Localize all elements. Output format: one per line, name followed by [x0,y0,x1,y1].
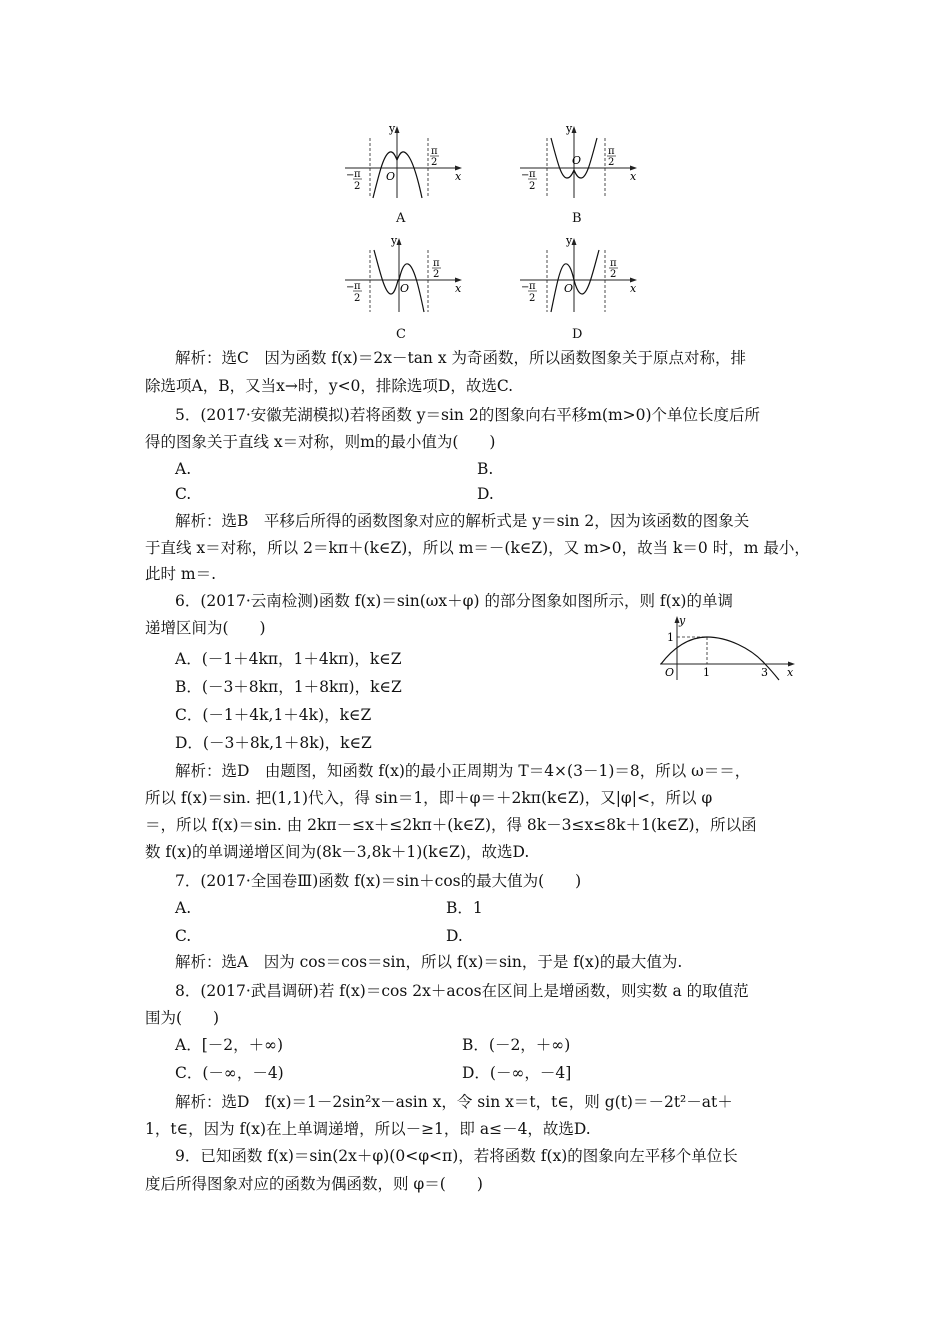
solution-7-line-1: 解析：选A 因为 cos＝cos＝sin，所以 f(x)＝sin，于是 f(x)的最大值为. [175,953,683,971]
solution-6-line-3: ＝，所以 f(x)＝sin. 由 2kπ－≤x＋≤2kπ＋(k∈Z)，得 8k－3≤x≤8k＋1(k∈Z)，所以函 [145,816,757,834]
question-8-option-c: C．(－∞，－4) [175,1064,284,1082]
x-label: x [630,170,637,183]
question-9-line-1: 9．已知函数 f(x)＝sin(2x＋φ)(0<φ<π)，若将函数 f(x)的图象向左平移个单位长 [175,1147,738,1165]
question-5-option-d: D. [477,485,494,503]
question-9-line-2: 度后所得图象对应的函数为偶函数，则 φ＝( ) [145,1175,483,1193]
question-7-line-1: 7．(2017·全国卷Ⅲ)函数 f(x)＝sin＋cos的最大值为( ) [175,872,582,890]
tick-3-x: 3 [761,666,768,679]
minus-label: − [521,282,530,293]
question-8-option-d: D．(－∞，－4] [462,1064,572,1082]
origin-label: O [400,282,410,295]
denom-label-neg: 2 [354,293,361,304]
denom-label: 2 [433,269,440,280]
figure-label-b: B [572,211,582,226]
pi-label: π [610,258,617,269]
question-7-option-b: B．1 [446,899,483,917]
origin-label: O [665,666,675,679]
y-label: y [566,122,573,135]
pi-label-neg: π [354,169,361,180]
minus-label: − [346,282,355,293]
question-6-option-d: D．(－3＋8k,1＋8k)，k∈Z [175,734,372,752]
denom-label-neg: 2 [529,181,536,192]
tick-1-y: 1 [667,631,674,644]
x-label: x [787,666,794,679]
solution-4-line-2: 除选项A，B，又当x→时，y<0，排除选项D，故选C. [145,377,514,395]
question-5-option-c: C. [175,485,192,503]
denom-label-neg: 2 [354,181,361,192]
origin-label: O [386,170,396,183]
x-label: x [455,170,462,183]
question-6-option-b: B．(－3＋8kπ，1＋8kπ)，k∈Z [175,678,402,696]
solution-8-line-2: 1，t∈，因为 f(x)在上单调递增，所以－≥1，即 a≤－4，故选D. [145,1120,591,1138]
question-8-option-b: B．(－2，＋∞) [462,1036,571,1054]
minus-label: − [346,170,355,181]
graph-d [515,232,640,317]
solution-4-line-1: 解析：选C 因为函数 f(x)＝2x－tan x 为奇函数，所以函数图象关于原点对称，排 [175,349,747,367]
graph-question-6 [655,612,800,682]
pi-label: π [608,146,615,157]
graph-a [340,120,465,200]
solution-6-line-2: 所以 f(x)＝sin. 把(1,1)代入，得 sin＝1，即＋φ＝＋2kπ(k∈Z)，又|φ|<，所以 φ [145,789,713,807]
question-5-option-b: B. [477,460,494,478]
denom-label-neg: 2 [529,293,536,304]
question-6-line-2: 递增区间为( ) [145,619,266,637]
question-8-line-2: 围为( ) [145,1009,220,1027]
y-label: y [566,234,573,247]
tick-1-x: 1 [703,666,710,679]
denom-label: 2 [431,157,438,168]
y-label: y [391,234,398,247]
question-6-line-1: 6．(2017·云南检测)函数 f(x)＝sin(ωx＋φ) 的部分图象如图所示，则 f(x)的单调 [175,592,733,610]
solution-5-line-2: 于直线 x＝对称，所以 2＝kπ＋(k∈Z)，所以 m＝－(k∈Z)，又 m>0，故当 k＝0 时，m 最小， [145,539,810,557]
pi-label-neg: π [354,281,361,292]
x-label: x [455,282,462,295]
x-label: x [630,282,637,295]
question-5-option-a: A. [175,460,192,478]
pi-label-neg: π [529,281,536,292]
question-7-option-d: D. [446,927,463,945]
question-5-line-1: 5．(2017·安徽芜湖模拟)若将函数 y＝sin 2的图象向右平移m(m>0)个单位长度后所 [175,406,761,424]
graph-b [515,120,640,200]
question-6-option-a: A．(－1＋4kπ，1＋4kπ)，k∈Z [175,650,402,668]
y-label: y [679,614,686,627]
question-8-line-1: 8．(2017·武昌调研)若 f(x)＝cos 2x＋acos在区间上是增函数，则实数 a 的取值范 [175,982,749,1000]
solution-6-line-4: 数 f(x)的单调递增区间为(8k－3,8k＋1)(k∈Z)，故选D. [145,843,530,861]
y-label: y [389,122,396,135]
question-6-option-c: C．(－1＋4k,1＋4k)，k∈Z [175,706,372,724]
question-7-option-a: A. [175,899,192,917]
pi-label: π [433,258,440,269]
solution-8-line-1: 解析：选D f(x)＝1－2sin²x－asin x，令 sin x＝t，t∈，则 g(t)＝－2t²－at＋ [175,1093,733,1111]
origin-label: O [564,282,574,295]
figure-label-c: C [396,327,406,342]
question-5-line-2: 得的图象关于直线 x＝对称，则m的最小值为( ) [145,433,496,451]
pi-label: π [431,146,438,157]
denom-label: 2 [610,269,617,280]
pi-label-neg: π [529,169,536,180]
minus-label: − [521,170,530,181]
solution-5-line-1: 解析：选B 平移后所得的函数图象对应的解析式是 y＝sin 2，因为该函数的图象关 [175,512,750,530]
denom-label: 2 [608,157,615,168]
question-8-option-a: A．[－2，＋∞) [175,1036,284,1054]
figure-label-a: A [396,211,406,226]
solution-6-line-1: 解析：选D 由题图，知函数 f(x)的最小正周期为 T＝4×(3－1)＝8，所以 ω＝＝， [175,762,751,780]
solution-5-line-3: 此时 m＝. [145,565,217,583]
figure-label-d: D [572,327,583,342]
origin-label: O [572,154,582,167]
graph-c [340,232,465,317]
question-7-option-c: C. [175,927,192,945]
